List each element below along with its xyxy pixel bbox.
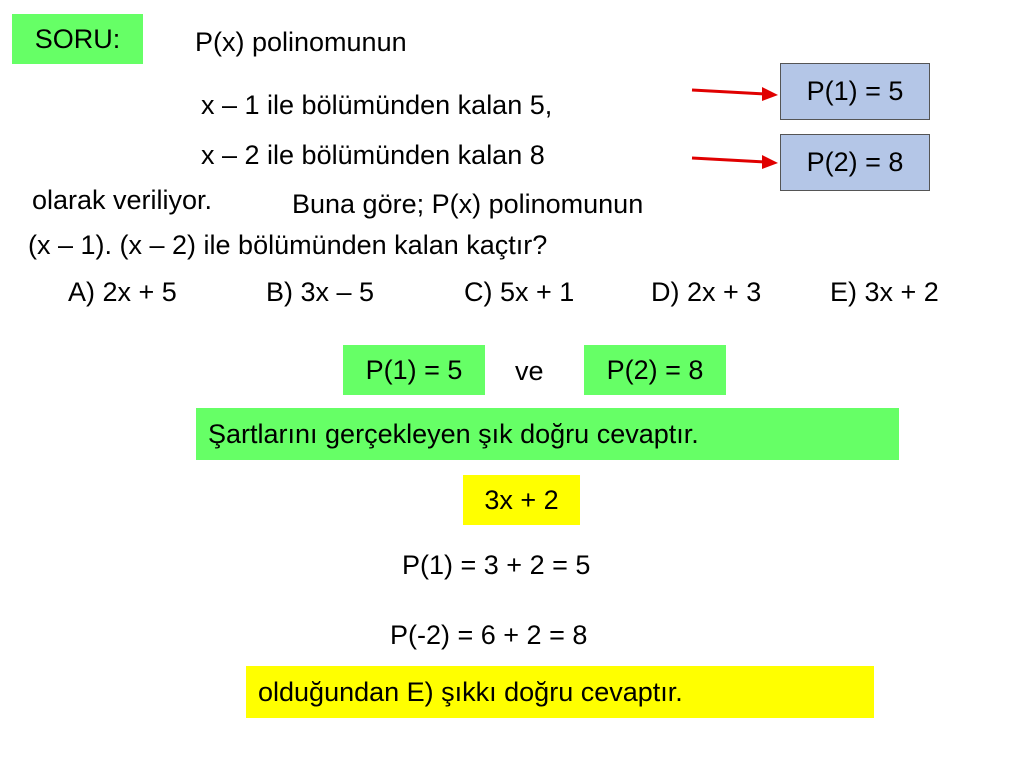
p2-given-text: P(2) = 8	[806, 147, 904, 177]
option-e: E) 3x + 2	[830, 277, 939, 307]
answer-text: 3x + 2	[484, 484, 559, 515]
option-d: D) 2x + 3	[651, 277, 762, 307]
question-line-1: x – 1 ile bölümünden kalan 5,	[201, 90, 553, 120]
calc-line-2: P(-2) = 6 + 2 = 8	[390, 620, 588, 650]
p2-given-box	[780, 134, 930, 191]
final-conclusion-text: olduğundan E) şıkkı doğru cevaptır.	[258, 676, 683, 707]
option-a: A) 2x + 5	[68, 277, 177, 307]
p1-given-text: P(1) = 5	[806, 76, 904, 106]
solution-p1-text: P(1) = 5	[365, 354, 463, 385]
question-line-4: (x – 1). (x – 2) ile bölümünden kalan kaçtır?	[28, 230, 548, 260]
solution-p2-text: P(2) = 8	[606, 354, 704, 385]
p1-given-box	[780, 63, 930, 120]
question-line-3a: olarak veriliyor.	[32, 185, 213, 215]
solution-connector: ve	[515, 356, 544, 386]
condition-text: Şartlarını gerçekleyen şık doğru cevaptır.	[208, 418, 699, 449]
solution-p2-box	[584, 345, 726, 395]
final-conclusion-box	[246, 666, 874, 718]
question-line-2: x – 2 ile bölümünden kalan 8	[201, 140, 545, 170]
solution-p1-box	[343, 345, 485, 395]
answer-box	[463, 475, 580, 525]
soru-label: SORU:	[34, 23, 121, 54]
calc-line-1: P(1) = 3 + 2 = 5	[402, 550, 591, 580]
condition-box	[196, 408, 899, 460]
problem-title: P(x) polinomunun	[195, 27, 407, 57]
option-c: C) 5x + 1	[464, 277, 575, 307]
option-b: B) 3x – 5	[266, 277, 375, 307]
arrow-to-p1	[692, 87, 778, 101]
question-line-3b: Buna göre; P(x) polinomunun	[292, 189, 644, 219]
arrow-to-p2	[692, 155, 778, 169]
